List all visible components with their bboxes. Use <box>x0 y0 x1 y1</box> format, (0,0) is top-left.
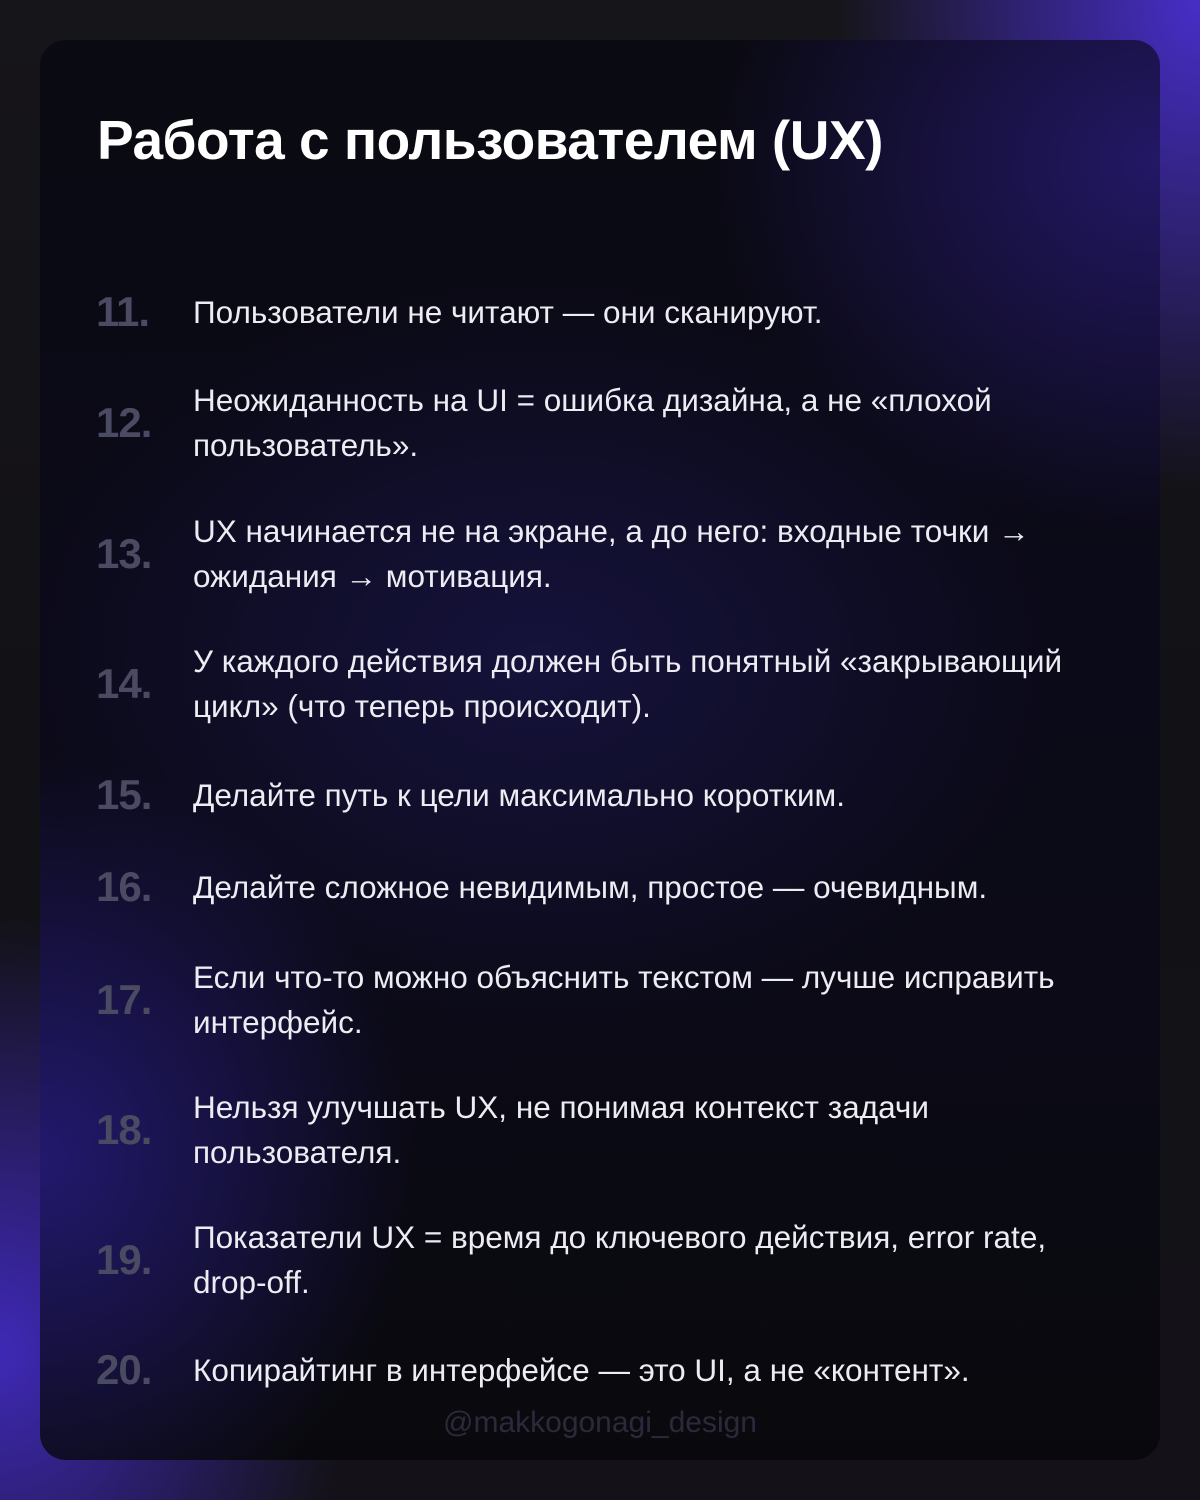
item-text: Если что-то можно объяснить текстом — лучше исправить интерфейс. <box>193 959 1055 1040</box>
item-number: 17. <box>96 976 152 1023</box>
item-text: Неожиданность на UI = ошибка дизайна, а не «плохой пользователь». <box>193 382 992 463</box>
list-item <box>40 950 1160 1050</box>
list-item <box>40 634 1160 734</box>
list-item <box>40 745 1160 845</box>
watermark: @makkogonagi_design <box>443 1406 757 1439</box>
item-number: 20. <box>96 1346 152 1393</box>
list-item <box>40 1320 1160 1420</box>
item-text: У каждого действия должен быть понятный «закрывающий цикл» (что теперь происходит). <box>193 643 1063 724</box>
list-item <box>40 504 1160 604</box>
list-item <box>40 262 1160 362</box>
item-text: UX начинается не на экране, а до него: входные точки → ожидания → мотивация. <box>193 513 1030 594</box>
item-number: 19. <box>96 1236 152 1283</box>
item-number: 16. <box>96 863 152 910</box>
item-number: 13. <box>96 530 152 577</box>
page-title: Работа с пользователем (UX) <box>97 109 883 171</box>
list-item <box>40 837 1160 937</box>
item-text: Нельзя улучшать UX, не понимая контекст задачи пользователя. <box>193 1089 929 1170</box>
item-number: 12. <box>96 399 152 446</box>
list-item <box>40 373 1160 473</box>
item-text: Делайте сложное невидимым, простое — очевидным. <box>193 868 988 905</box>
item-text: Показатели UX = время до ключевого действия, error rate, drop-off. <box>193 1219 1047 1300</box>
item-text: Копирайтинг в интерфейсе — это UI, а не «контент». <box>193 1351 970 1388</box>
item-text: Пользователи не читают — они сканируют. <box>193 293 823 330</box>
list-item <box>40 1210 1160 1310</box>
list-item <box>40 1080 1160 1180</box>
item-text: Делайте путь к цели максимально коротким. <box>193 776 845 813</box>
item-number: 15. <box>96 771 152 818</box>
item-number: 18. <box>96 1106 152 1153</box>
item-number: 14. <box>96 660 152 707</box>
item-number: 11. <box>96 288 150 335</box>
content-card <box>40 40 1160 1460</box>
